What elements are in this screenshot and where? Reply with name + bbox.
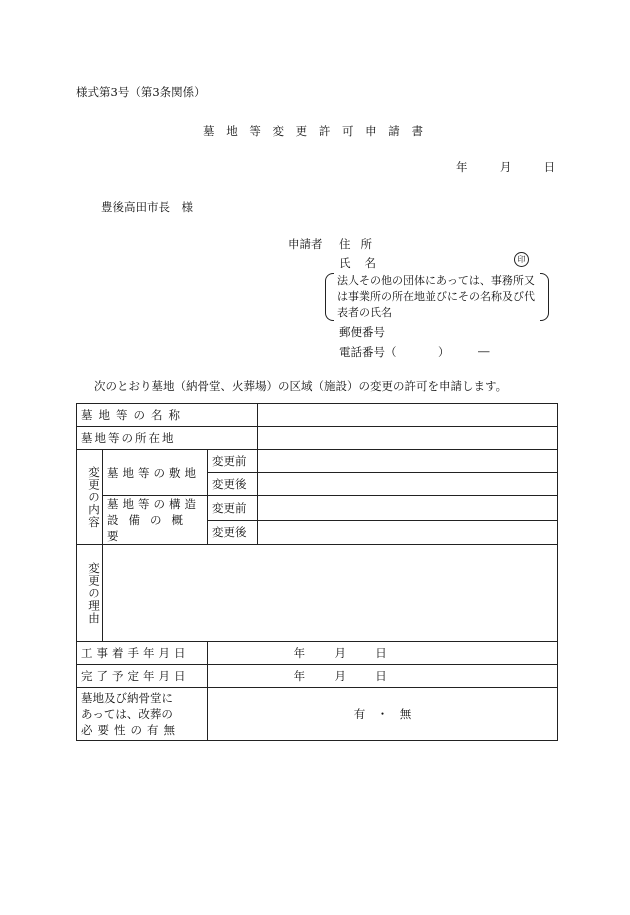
structure-label-line1: 墓地等の構造 <box>107 497 200 511</box>
name-input-cell[interactable] <box>258 404 558 427</box>
form-number: 様式第3号（第3条関係） <box>76 85 206 99</box>
structure-after-input[interactable] <box>258 520 558 545</box>
reburial-label-line2: あっては、改葬の <box>81 707 173 721</box>
structure-before-label: 変更前 <box>208 496 258 521</box>
reburial-choice[interactable]: 有 ・ 無 <box>208 688 558 741</box>
site-after-input[interactable] <box>258 473 558 496</box>
date-year: 年 <box>456 160 469 174</box>
completion-day: 日 <box>375 669 387 683</box>
page-title: 墓 地 等 変 更 許 可 申 請 書 <box>203 124 427 138</box>
completion-month: 月 <box>334 669 346 683</box>
seal-mark: 印 <box>514 252 529 267</box>
start-date-label: 工事着手年月日 <box>77 642 208 665</box>
site-before-label: 変更前 <box>208 450 258 473</box>
name-label-cell: 墓地等の名称 <box>77 404 258 427</box>
structure-before-input[interactable] <box>258 496 558 521</box>
table-row <box>77 642 558 665</box>
structure-after-label: 変更後 <box>208 520 258 545</box>
phone-dash: ― <box>478 344 490 358</box>
addressee: 豊後高田市長 様 <box>101 200 193 214</box>
location-label-cell: 墓地等の所在地 <box>77 427 258 450</box>
application-table <box>76 403 558 741</box>
reburial-label-line3: 必要性の有無 <box>81 723 180 737</box>
reason-label: 変更の理由 <box>77 545 103 642</box>
applicant-label: 申請者 <box>288 237 323 251</box>
change-content-label: 変更の内容 <box>77 450 103 545</box>
start-day: 日 <box>375 646 387 660</box>
postal-code-label: 郵便番号 <box>339 325 385 339</box>
start-year: 年 <box>293 646 306 660</box>
structure-label-line2: 設備の概要 <box>107 513 193 543</box>
phone-label: 電話番号（ <box>339 345 397 359</box>
location-input-cell[interactable] <box>258 427 558 450</box>
date-day: 日 <box>543 160 557 174</box>
site-before-input[interactable] <box>258 450 558 473</box>
date-month: 月 <box>499 160 513 174</box>
table-row <box>77 450 558 473</box>
reason-input[interactable] <box>103 545 558 642</box>
phone-close-paren: ） <box>438 345 450 359</box>
start-date-input[interactable] <box>208 642 558 665</box>
table-row <box>77 688 558 741</box>
site-after-label: 変更後 <box>208 473 258 496</box>
completion-date-input[interactable] <box>208 665 558 688</box>
reburial-label <box>77 688 208 741</box>
address-label: 住所 <box>339 237 382 251</box>
completion-date-label: 完了予定年月日 <box>77 665 208 688</box>
site-label: 墓地等の敷地 <box>103 450 208 496</box>
completion-year: 年 <box>293 669 306 683</box>
table-row <box>77 404 558 427</box>
structure-label <box>103 496 208 545</box>
right-bracket <box>540 273 549 321</box>
left-bracket <box>325 273 334 321</box>
table-row <box>77 427 558 450</box>
name-label: 氏名 <box>339 256 390 270</box>
table-row <box>77 496 558 521</box>
intro-text: 次のとおり墓地（納骨堂、火葬場）の区域（施設）の変更の許可を申請します。 <box>94 379 508 393</box>
table-row <box>77 545 558 642</box>
corporate-note: 法人その他の団体にあっては、事務所又は事業所の所在地並びにその名称及び代表者の氏名 <box>337 274 535 319</box>
reburial-label-line1: 墓地及び納骨堂に <box>81 691 173 705</box>
table-row <box>77 665 558 688</box>
start-month: 月 <box>334 646 346 660</box>
date-line <box>456 159 556 175</box>
